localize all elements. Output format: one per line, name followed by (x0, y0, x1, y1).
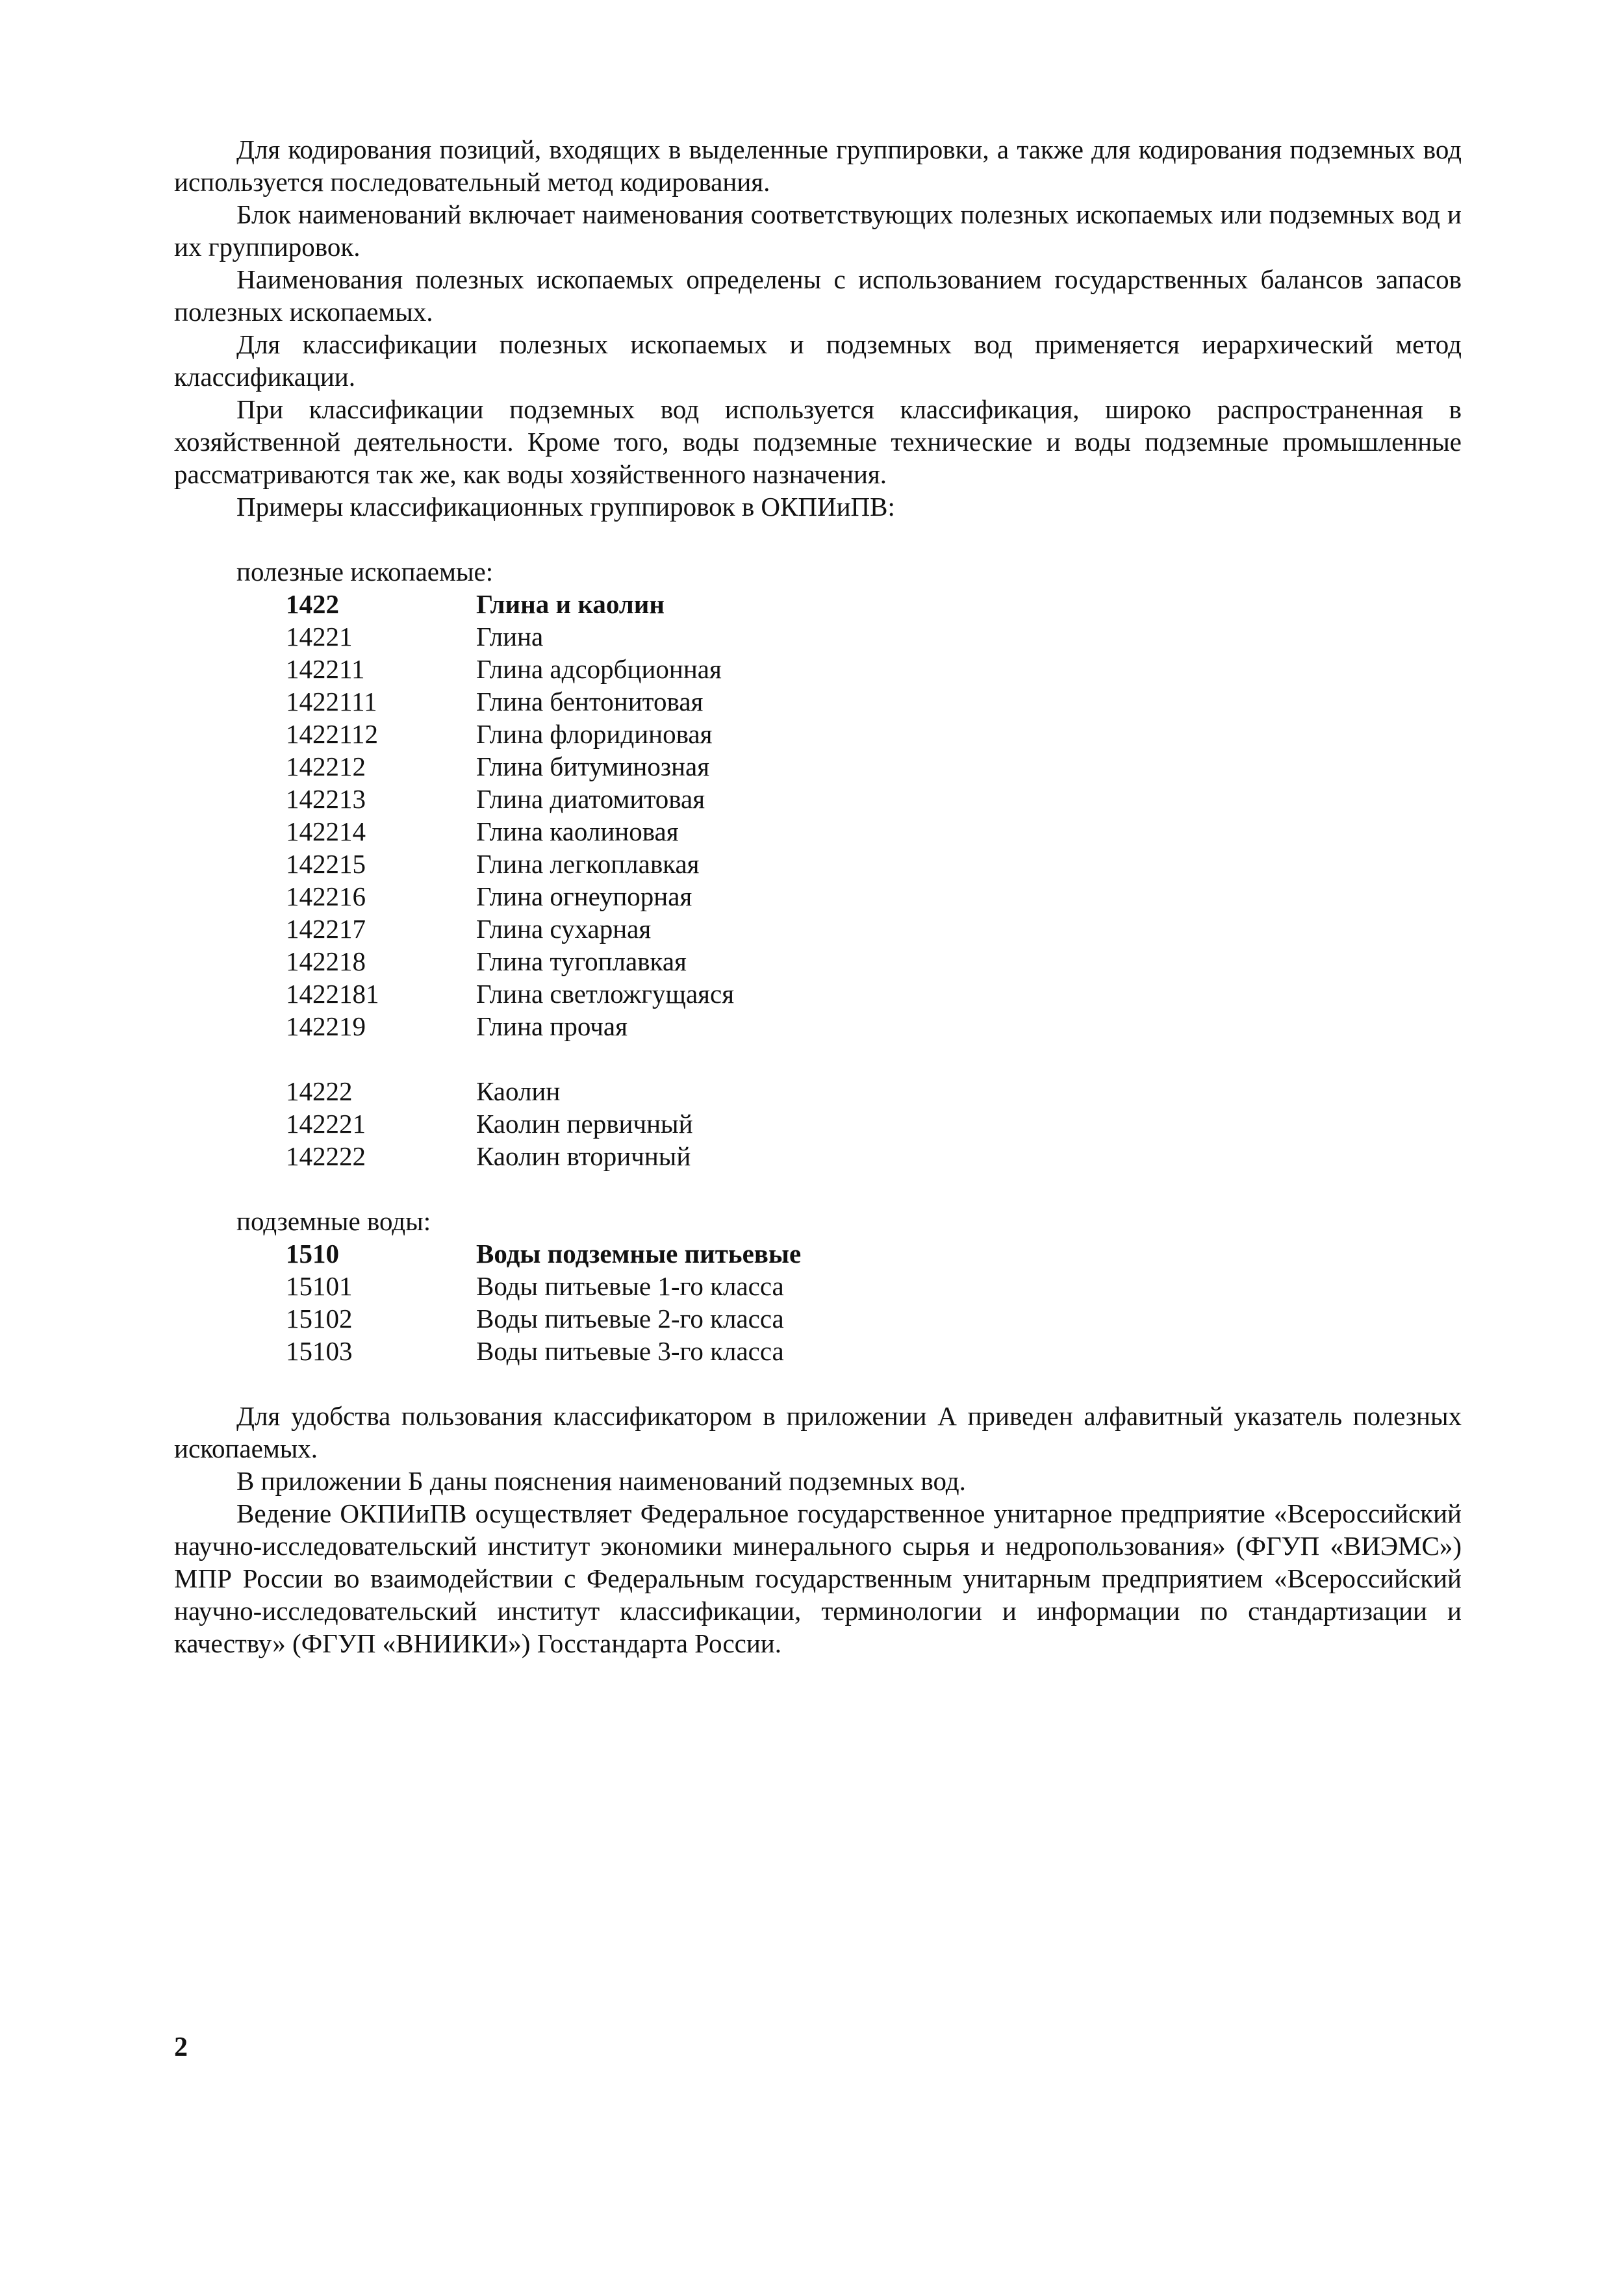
list-item (174, 653, 1462, 685)
item-name: Воды питьевые 1-го класса (476, 1271, 784, 1301)
item-code: 142219 (286, 1011, 366, 1041)
item-name: Глина сухарная (476, 914, 652, 944)
spacer (174, 1172, 1462, 1205)
item-name: Глина прочая (476, 1011, 628, 1041)
item-code: 142221 (286, 1109, 366, 1139)
list-item (174, 815, 1462, 848)
item-code: 142215 (286, 849, 366, 879)
item-name: Глина адсорбционная (476, 654, 722, 684)
item-code: 1422111 (286, 687, 377, 716)
list-item (174, 1107, 1462, 1140)
item-code: 14222 (286, 1076, 353, 1106)
item-name: Глина огнеупорная (476, 881, 692, 911)
waters-list (174, 1237, 1462, 1367)
page-number: 2 (174, 2032, 188, 2062)
item-name: Воды питьевые 2-го класса (476, 1304, 784, 1333)
list-item (174, 685, 1462, 718)
item-code: 142213 (286, 784, 366, 814)
item-code: 142212 (286, 752, 366, 781)
item-code: 142216 (286, 881, 366, 911)
spacer (174, 523, 1462, 555)
item-name: Глина флоридиновая (476, 719, 713, 749)
list-item (174, 1140, 1462, 1172)
item-code: 1510 (286, 1239, 339, 1269)
waters-group-label: подземные воды: (236, 1206, 431, 1236)
item-name: Каолин первичный (476, 1109, 693, 1139)
paragraph-appendix-a: Для удобства пользования классификатором в приложении А приведен алфавитный указатель полезных ископаемых. (174, 1401, 1462, 1463)
list-item (174, 848, 1462, 880)
paragraph-appendix-b: В приложении Б даны пояснения наименований подземных вод. (236, 1466, 966, 1496)
list-item (174, 1335, 1462, 1367)
item-name: Глина тугоплавкая (476, 946, 687, 976)
item-name: Каолин вторичный (476, 1141, 691, 1171)
list-item (174, 1010, 1462, 1042)
examples-intro: Примеры классификационных группировок в ОКПИиПВ: (236, 492, 895, 522)
item-code: 15101 (286, 1271, 353, 1301)
item-name: Глина легкоплавкая (476, 849, 700, 879)
list-item (174, 750, 1462, 783)
item-name: Глина и каолин (476, 589, 665, 619)
minerals-list (174, 588, 1462, 1172)
item-name: Глина светложгущаяся (476, 979, 735, 1009)
paragraph-names-source: Наименования полезных ископаемых определены с использованием государственных балансов запасов полезных ископаемых. (174, 264, 1462, 327)
item-name: Глина каолиновая (476, 816, 679, 846)
list-item (174, 718, 1462, 750)
paragraph-hierarchical-method: Для классификации полезных ископаемых и подземных вод применяется иерархический метод классификации. (174, 329, 1462, 392)
item-name: Глина диатомитовая (476, 784, 705, 814)
item-code: 1422112 (286, 719, 378, 749)
item-code: 142211 (286, 654, 365, 684)
list-item (174, 1270, 1462, 1302)
item-code: 1422181 (286, 979, 379, 1009)
item-code: 15102 (286, 1304, 353, 1333)
list-item (174, 783, 1462, 815)
list-item (174, 1075, 1462, 1107)
item-name: Глина битуминозная (476, 752, 710, 781)
item-name: Глина бентонитовая (476, 687, 704, 716)
spacer (174, 1367, 1462, 1400)
paragraph-waters-classification: При классификации подземных вод используется классификация, широко распространенная в хозяйственной деятельности. Кроме того, воды подземные технические и воды подземные промышленные рассматриваются так же, как воды хозяйственного назначения. (174, 394, 1462, 489)
item-code: 14221 (286, 622, 353, 651)
item-code: 142222 (286, 1141, 366, 1171)
list-item (174, 978, 1462, 1010)
list-item (174, 913, 1462, 945)
item-code: 1422 (286, 589, 339, 619)
list-item (174, 1302, 1462, 1335)
list-item (174, 880, 1462, 913)
item-code: 142214 (286, 816, 366, 846)
item-name: Воды питьевые 3-го класса (476, 1336, 784, 1366)
item-name: Воды подземные питьевые (476, 1239, 802, 1269)
item-name: Глина (476, 622, 544, 651)
paragraph-coding-method: Для кодирования позиций, входящих в выделенные группировки, а также для кодирования подземных вод используется последовательный метод кодирования. (174, 134, 1462, 197)
list-item (174, 1237, 1462, 1270)
item-code: 142218 (286, 946, 366, 976)
item-code: 15103 (286, 1336, 353, 1366)
minerals-group-label: полезные ископаемые: (236, 557, 494, 587)
item-name: Каолин (476, 1076, 561, 1106)
list-item (174, 620, 1462, 653)
paragraph-names-block: Блок наименований включает наименования соответствующих полезных ископаемых или подземных вод и их группировок. (174, 199, 1462, 262)
paragraph-maintenance: Ведение ОКПИиПВ осуществляет Федеральное государственное унитарное предприятие «Всероссийский научно-исследовательский институт экономики минерального сырья и недропользования» (ФГУП «ВИЭМС») МПР России во взаимодействии с Федеральным государственным унитарным предприятием «Всероссийский научно-исследовательский институт классификации, терминологии и информации по стандартизации и качеству» (ФГУП «ВНИИКИ») Госстандарта России. (174, 1498, 1462, 1658)
list-item (174, 945, 1462, 978)
list-item (174, 588, 1462, 620)
document-page (174, 133, 1462, 1660)
item-code: 142217 (286, 914, 366, 944)
